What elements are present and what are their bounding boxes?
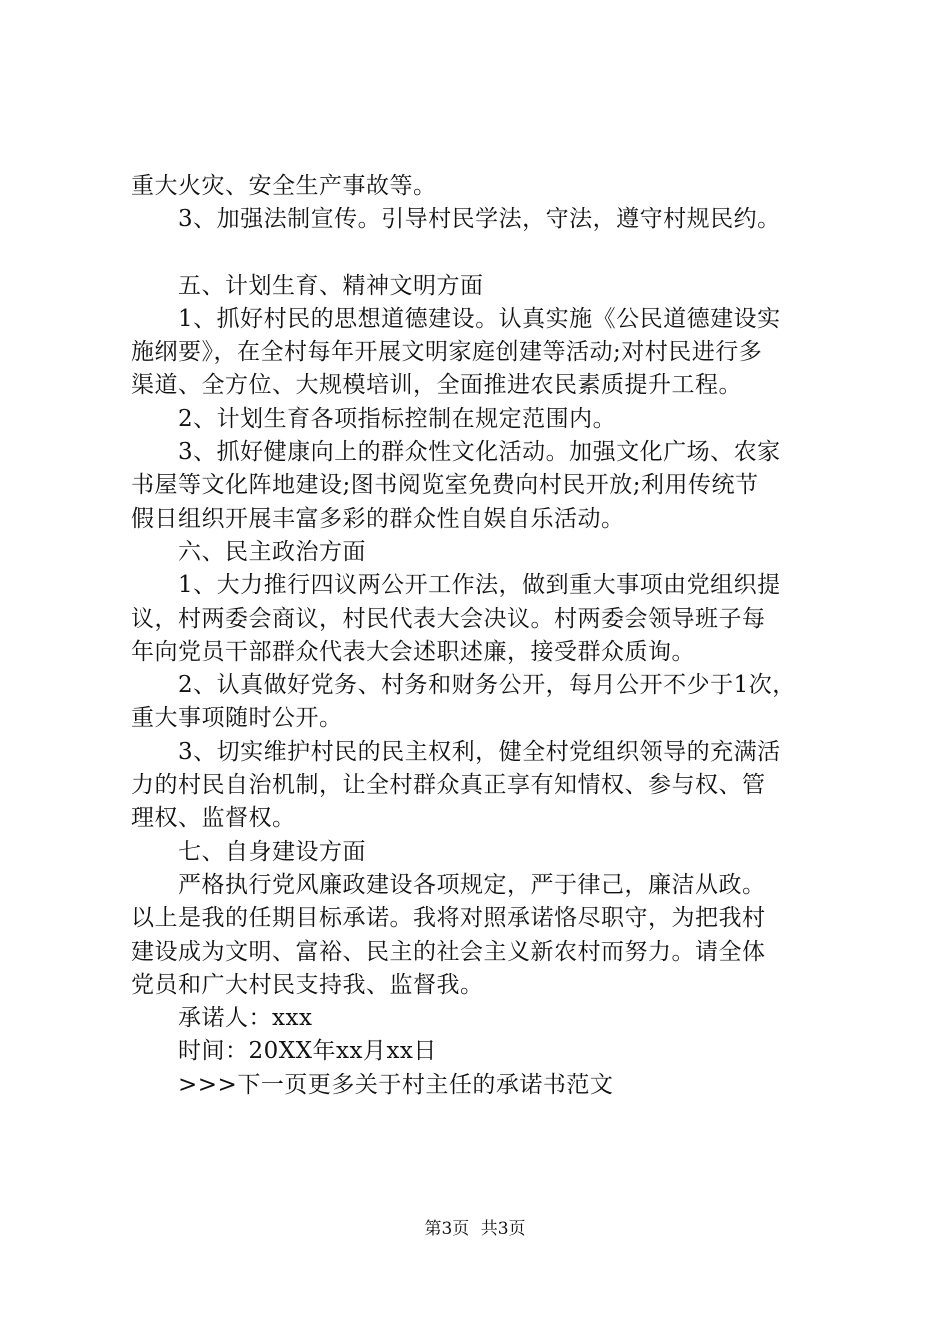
- paragraph-line: 3、加强法制宣传。引导村民学法，守法，遵守村规民约。: [178, 206, 781, 233]
- paragraph-line: 以上是我的任期目标承诺。我将对照承诺恪尽职守，为把我村: [131, 905, 766, 932]
- section-heading: 五、计划生育、精神文明方面: [178, 272, 484, 299]
- paragraph-line: 2、认真做好党务、村务和财务公开，每月公开不少于1次，: [178, 672, 796, 699]
- paragraph-line: 年向党员干部群众代表大会述职述廉，接受群众质询。: [131, 638, 695, 665]
- paragraph-line: 1、大力推行四议两公开工作法，做到重大事项由党组织提: [178, 572, 781, 599]
- page-footer: [0, 1214, 950, 1239]
- paragraph-line: 理权、监督权。: [131, 805, 296, 832]
- blank-line: [131, 237, 831, 270]
- paragraph-line: 3、抓好健康向上的群众性文化活动。加强文化广场、农家: [178, 439, 781, 466]
- page-number: 第3页: [424, 1219, 470, 1239]
- section-heading: 七、自身建设方面: [178, 838, 366, 865]
- paragraph-line: 党员和广大村民支持我、监督我。: [131, 971, 484, 998]
- paragraph-line: 力的村民自治机制，让全村群众真正享有知情权、参与权、管: [131, 772, 766, 799]
- paragraph-line: 严格执行党风廉政建设各项规定，严于律己，廉洁从政。: [178, 871, 766, 898]
- paragraph-line: 2、计划生育各项指标控制在规定范围内。: [178, 405, 617, 432]
- document-body: [131, 170, 831, 1102]
- paragraph-line: 假日组织开展丰富多彩的群众性自娱自乐活动。: [131, 505, 625, 532]
- signatory-line: 承诺人：xxx: [178, 1005, 313, 1032]
- paragraph-line: 施纲要》，在全村每年开展文明家庭创建等活动;对村民进行多: [131, 339, 763, 366]
- paragraph-line: 建设成为文明、富裕、民主的社会主义新农村而努力。请全体: [131, 938, 766, 965]
- date-line: 时间：20XX年xx月xx日: [178, 1038, 437, 1065]
- next-page-link[interactable]: >>>下一页更多关于村主任的承诺书范文: [178, 1071, 614, 1098]
- paragraph-line: 重大火灾、安全生产事故等。: [131, 173, 437, 199]
- paragraph-line: 1、抓好村民的思想道德建设。认真实施《公民道德建设实: [178, 305, 781, 332]
- paragraph-line: 渠道、全方位、大规模培训，全面推进农民素质提升工程。: [131, 372, 742, 399]
- paragraph-line: 议，村两委会商议，村民代表大会决议。村两委会领导班子每: [131, 605, 766, 632]
- section-heading: 六、民主政治方面: [178, 538, 366, 565]
- paragraph-line: 重大事项随时公开。: [131, 705, 343, 732]
- paragraph-line: 3、切实维护村民的民主权利，健全村党组织领导的充满活: [178, 738, 781, 765]
- paragraph-line: 书屋等文化阵地建设;图书阅览室免费向村民开放;利用传统节: [131, 472, 759, 499]
- page-total: 共3页: [480, 1219, 526, 1239]
